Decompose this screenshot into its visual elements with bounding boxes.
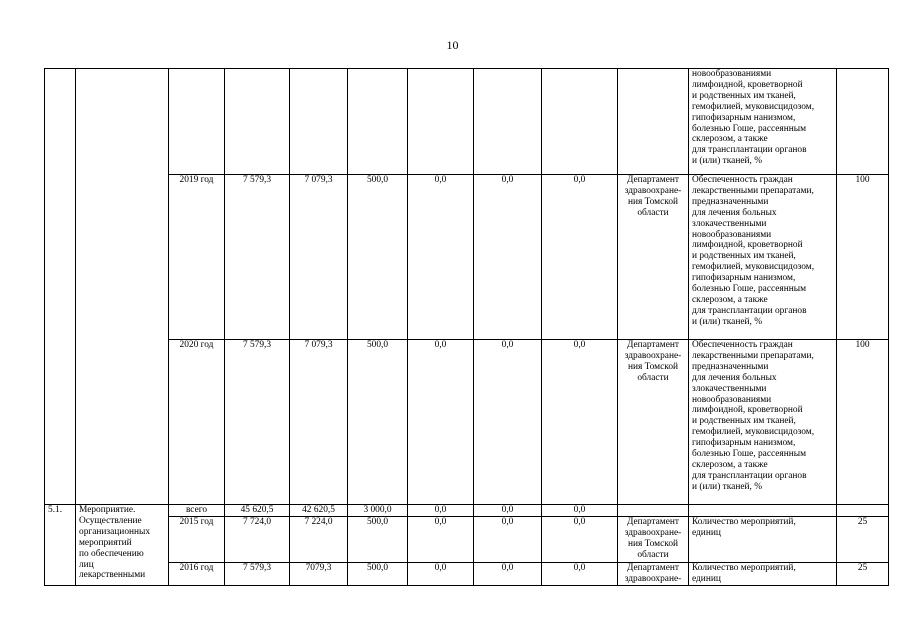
department-cell: [618, 505, 689, 517]
regional-budget-cell: 500,0: [348, 516, 408, 562]
other-cell: 0,0: [542, 505, 618, 517]
federal-budget-cell: 7079,3: [290, 562, 348, 585]
year-cell: 2019 год: [169, 175, 225, 340]
activity-name-cell: Мероприятие. Осуществление организационных мероприятий по обеспечению лиц лекарственными: [76, 505, 169, 586]
indicator-cell: Количество мероприятий, единиц: [689, 516, 837, 562]
row-number-cell: [45, 69, 76, 505]
year-cell: 2015 год: [169, 516, 225, 562]
other-cell: 0,0: [542, 516, 618, 562]
row-number-cell: 5.1.: [45, 505, 76, 586]
federal-budget-cell: 7 224,0: [290, 516, 348, 562]
local-budget-cell: 0,0: [408, 175, 474, 340]
department-cell: Департамент здравоохране-: [618, 562, 689, 585]
regional-budget-cell: 500,0: [348, 340, 408, 505]
indicator-value-cell: [837, 505, 889, 517]
regional-budget-cell: 500,0: [348, 175, 408, 340]
department-cell: Департамент здравоохране- ния Томской области: [618, 340, 689, 505]
off-budget-cell: [474, 69, 542, 175]
local-budget-cell: 0,0: [408, 505, 474, 517]
indicator-cell: новообразованиями лимфоидной, кроветворной и родственных им тканей, гемофилией, муковисцидозом, гипофизарным нанизмом, болезнью Гоше, рассеянным склерозом, а также для трансплантации органов и (или) тканей, %: [689, 69, 837, 175]
regional-budget-cell: 500,0: [348, 562, 408, 585]
indicator-value-cell: 100: [837, 340, 889, 505]
year-cell: 2020 год: [169, 340, 225, 505]
other-cell: 0,0: [542, 340, 618, 505]
table-row: [45, 340, 889, 505]
total-cell: [225, 69, 290, 175]
table-row: [45, 516, 889, 562]
table-row: [45, 69, 889, 175]
program-table: [44, 68, 889, 586]
federal-budget-cell: 7 079,3: [290, 175, 348, 340]
other-cell: 0,0: [542, 175, 618, 340]
activity-name-cell: [76, 69, 169, 505]
local-budget-cell: 0,0: [408, 562, 474, 585]
off-budget-cell: 0,0: [474, 340, 542, 505]
local-budget-cell: 0,0: [408, 516, 474, 562]
page-number: 10: [446, 38, 459, 52]
off-budget-cell: 0,0: [474, 175, 542, 340]
indicator-value-cell: 100: [837, 175, 889, 340]
federal-budget-cell: [290, 69, 348, 175]
total-cell: 45 620,5: [225, 505, 290, 517]
local-budget-cell: 0,0: [408, 340, 474, 505]
year-cell: 2016 год: [169, 562, 225, 585]
local-budget-cell: [408, 69, 474, 175]
off-budget-cell: 0,0: [474, 516, 542, 562]
other-cell: 0,0: [542, 562, 618, 585]
department-cell: Департамент здравоохране- ния Томской области: [618, 175, 689, 340]
indicator-cell: [689, 505, 837, 517]
other-cell: [542, 69, 618, 175]
indicator-value-cell: 25: [837, 562, 889, 585]
total-cell: 7 579,3: [225, 340, 290, 505]
table-row: [45, 562, 889, 585]
total-cell: 7 579,3: [225, 175, 290, 340]
federal-budget-cell: 42 620,5: [290, 505, 348, 517]
year-cell: всего: [169, 505, 225, 517]
department-cell: [618, 69, 689, 175]
table-row: [45, 175, 889, 340]
federal-budget-cell: 7 079,3: [290, 340, 348, 505]
department-cell: Департамент здравоохране- ния Томской области: [618, 516, 689, 562]
total-cell: 7 579,3: [225, 562, 290, 585]
indicator-cell: Обеспеченность граждан лекарственными препаратами, предназначенными для лечения больных злокачественными новообразованиями лимфоидной, кроветворной и родственных им тканей, гемофилией, муковисцидозом, гипофизарным нанизмом, болезнью Гоше, рассеянным склерозом, а также для трансплантации органов и (или) тканей, %: [689, 340, 837, 505]
indicator-value-cell: 25: [837, 516, 889, 562]
regional-budget-cell: 3 000,0: [348, 505, 408, 517]
total-cell: 7 724,0: [225, 516, 290, 562]
indicator-cell: Количество мероприятий, единиц: [689, 562, 837, 585]
off-budget-cell: 0,0: [474, 562, 542, 585]
year-cell: [169, 69, 225, 175]
regional-budget-cell: [348, 69, 408, 175]
off-budget-cell: 0,0: [474, 505, 542, 517]
table-row: [45, 505, 889, 517]
indicator-value-cell: [837, 69, 889, 175]
indicator-cell: Обеспеченность граждан лекарственными препаратами, предназначенными для лечения больных злокачественными новообразованиями лимфоидной, кроветворной и родственных им тканей, гемофилией, муковисцидозом, гипофизарным нанизмом, болезнью Гоше, рассеянным склерозом, а также для трансплантации органов и (или) тканей, %: [689, 175, 837, 340]
